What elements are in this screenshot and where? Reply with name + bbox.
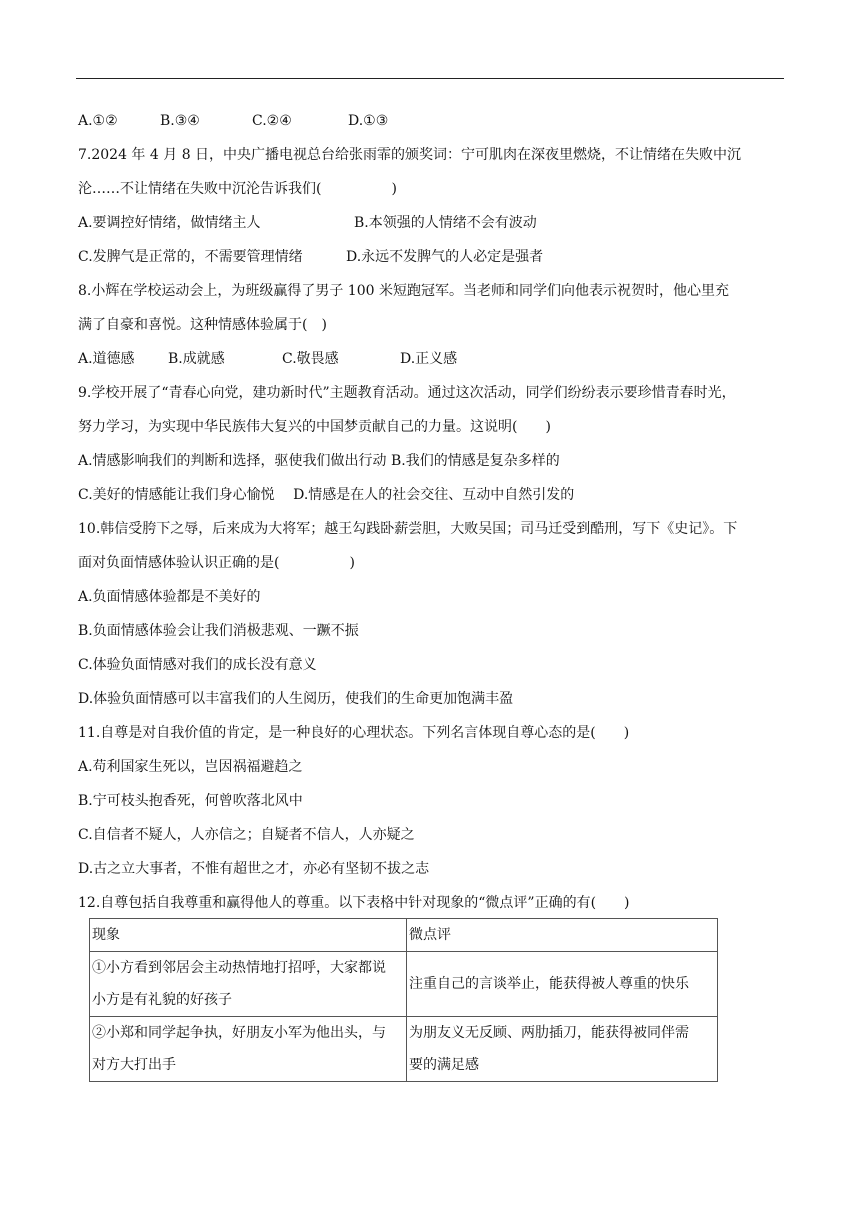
q8-stem-line1: 8.小辉在学校运动会上，为班级赢得了男子 100 米短跑冠军。当老师和同学们向他表示祝贺时，他心里充 bbox=[78, 283, 729, 299]
cell-line: ②小郑和同学起争执，好朋友小军为他出头，与 bbox=[92, 1025, 386, 1041]
cell-line: 注重自己的言谈举止，能获得被人尊重的快乐 bbox=[409, 976, 689, 992]
q11-option-c: C.自信者不疑人，人亦信之；自疑者不信人，人亦疑之 bbox=[78, 827, 415, 843]
q6-option-d: D.①③ bbox=[348, 113, 389, 129]
table-header-phenomenon: 现象 bbox=[90, 919, 407, 952]
q12-table bbox=[89, 918, 718, 1082]
table-cell-comment bbox=[407, 1017, 718, 1082]
q12-stem: 12.自尊包括自我尊重和赢得他人的尊重。以下表格中针对现象的“微点评”正确的有( ) bbox=[78, 895, 630, 911]
q8-stem-line2: 满了自豪和喜悦。这种情感体验属于( ) bbox=[78, 317, 327, 333]
q11-option-b: B.宁可枝头抱香死，何曾吹落北风中 bbox=[78, 793, 303, 809]
header-rule bbox=[76, 78, 784, 79]
q7-option-b: B.本领强的人情绪不会有波动 bbox=[354, 215, 537, 231]
question-page bbox=[78, 104, 788, 920]
cell-line: 为朋友义无反顾、两肋插刀，能获得被同伴需 bbox=[409, 1025, 689, 1041]
q9-options-cd: C.美好的情感能让我们身心愉悦 D.情感是在人的社会交往、互动中自然引发的 bbox=[78, 487, 575, 503]
q11-option-a: A.苟利国家生死以，岂因祸福避趋之 bbox=[78, 759, 303, 775]
q10-stem-line2: 面对负面情感体验认识正确的是( ) bbox=[78, 555, 355, 571]
table-row bbox=[90, 952, 718, 1017]
q8-option-a: A.道德感 bbox=[78, 351, 135, 367]
cell-line: 对方大打出手 bbox=[92, 1057, 176, 1073]
q10-option-a: A.负面情感体验都是不美好的 bbox=[78, 589, 261, 605]
q6-option-a: A.①② bbox=[78, 113, 118, 129]
q11-stem: 11.自尊是对自我价值的肯定，是一种良好的心理状态。下列名言体现自尊心态的是( ) bbox=[78, 725, 630, 741]
cell-line: ①小方看到邻居会主动热情地打招呼，大家都说 bbox=[92, 960, 386, 976]
q9-stem-line2: 努力学习，为实现中华民族伟大复兴的中国梦贡献自己的力量。这说明( ) bbox=[78, 419, 551, 435]
cell-line: 要的满足感 bbox=[409, 1057, 479, 1073]
table-cell-comment bbox=[407, 952, 718, 1017]
q7-option-a: A.要调控好情绪，做情绪主人 bbox=[78, 215, 261, 231]
table-header-comment: 微点评 bbox=[407, 919, 718, 952]
cell-line: 小方是有礼貌的好孩子 bbox=[92, 992, 232, 1008]
q10-option-d: D.体验负面情感可以丰富我们的人生阅历，使我们的生命更加饱满丰盈 bbox=[78, 691, 514, 707]
q7-option-d: D.永远不发脾气的人必定是强者 bbox=[346, 249, 544, 265]
q7-stem-line2: 沦……不让情绪在失败中沉沦告诉我们( ) bbox=[78, 181, 397, 197]
q8-option-d: D.正义感 bbox=[400, 351, 458, 367]
table-cell-phenomenon bbox=[90, 1017, 407, 1082]
q11-option-d: D.古之立大事者，不惟有超世之才，亦必有坚韧不拔之志 bbox=[78, 861, 430, 877]
table-row bbox=[90, 1017, 718, 1082]
q8-option-b: B.成就感 bbox=[168, 351, 225, 367]
q10-option-b: B.负面情感体验会让我们消极悲观、一蹶不振 bbox=[78, 623, 359, 639]
q6-option-c: C.②④ bbox=[252, 113, 292, 129]
q7-options-cd bbox=[78, 240, 788, 274]
q7-option-c: C.发脾气是正常的，不需要管理情绪 bbox=[78, 249, 303, 265]
q6-options bbox=[78, 104, 788, 138]
q8-option-c: C.敬畏感 bbox=[282, 351, 339, 367]
table-cell-phenomenon bbox=[90, 952, 407, 1017]
q7-options-ab bbox=[78, 206, 788, 240]
q9-stem-line1: 9.学校开展了“青春心向党，建功新时代”主题教育活动。通过这次活动，同学们纷纷表示要珍惜青春时光， bbox=[78, 385, 736, 401]
q9-options-ab: A.情感影响我们的判断和选择，驱使我们做出行动 B.我们的情感是复杂多样的 bbox=[78, 453, 560, 469]
table-header-row bbox=[90, 919, 718, 952]
q7-stem-line1: 7.2024 年 4 月 8 日，中央广播电视总台给张雨霏的颁奖词：宁可肌肉在深夜里燃烧，不让情绪在失败中沉 bbox=[78, 147, 742, 163]
q10-option-c: C.体验负面情感对我们的成长没有意义 bbox=[78, 657, 317, 673]
q8-options bbox=[78, 342, 788, 376]
q10-stem-line1: 10.韩信受胯下之辱，后来成为大将军；越王勾践卧薪尝胆，大败吴国；司马迁受到酷刑，写下《史记》。下 bbox=[78, 521, 738, 537]
q6-option-b: B.③④ bbox=[160, 113, 200, 129]
